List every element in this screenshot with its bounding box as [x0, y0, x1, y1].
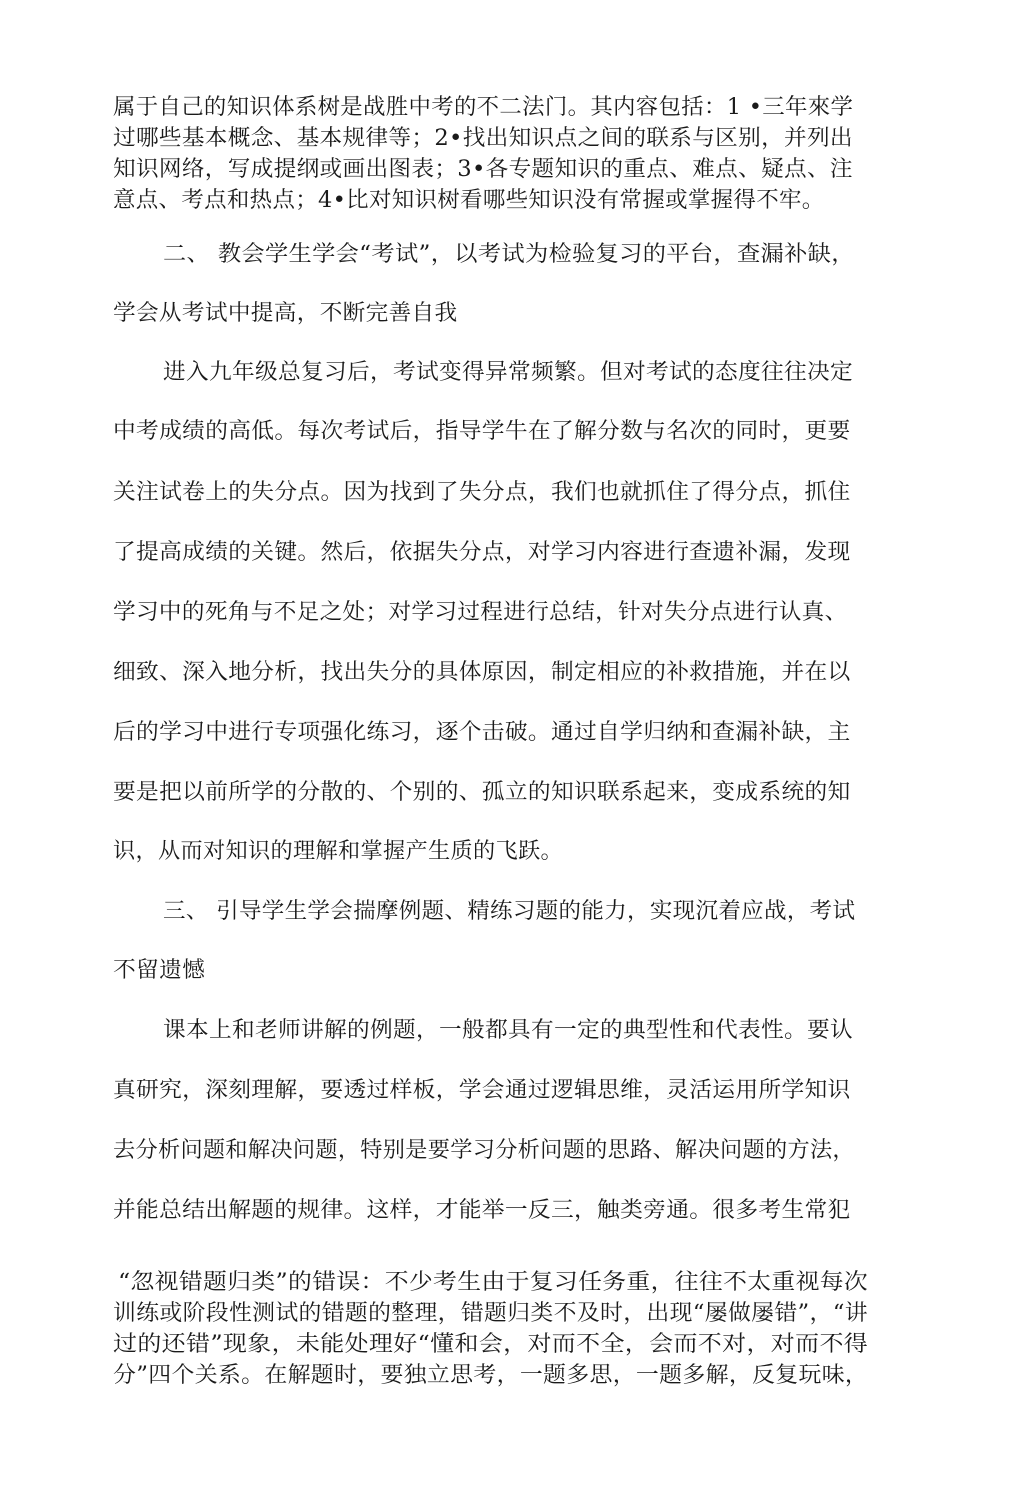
text-line: 要是把以前所学的分散的、个别的、孤立的知识联系起来，变成系统的知: [113, 780, 851, 805]
text-line: 后的学习中进行专项强化练习，逐个击破。通过自学归纳和查漏补缺，主: [113, 720, 851, 745]
text-line: 真研究，深刻理解，要透过样板，学会通过逻辑思维，灵活运用所学知识: [113, 1078, 851, 1103]
text-line: 过哪些基本概念、基本规律等；2•找出知识点之间的联系与区别，并列出: [113, 126, 853, 151]
text-line: 去分析问题和解决问题，特别是要学习分析问题的思路、解决问题的方法，: [113, 1138, 855, 1163]
text-line: “忽视错题归类”的错误：不少考生由于复习任务重，往往不太重视每次: [118, 1270, 869, 1295]
text-line: 学习中的死角与不足之处；对学习过程进行总结，针对失分点进行认真、: [113, 600, 848, 625]
text-line: 分”四个关系。在解题时，要独立思考，一题多思，一题多解，反复玩味，: [113, 1363, 869, 1388]
text-line: 进入九年级总复习后，考试变得异常频繁。但对考试的态度往往决定: [163, 360, 854, 385]
text-line: 属于自己的知识体系树是战胜中考的不二法门。其内容包括：1 •三年來学: [113, 95, 854, 120]
section-heading-line: 不留遗憾: [113, 958, 206, 983]
text-line: 并能总结出解题的规律。这样，才能举一反三，触类旁通。很多考生常犯: [113, 1198, 851, 1223]
text-line: 关注试卷上的失分点。因为找到了失分点，我们也就抓住了得分点，抓住: [113, 480, 851, 505]
text-line: 课本上和老师讲解的例题，一般都具有一定的典型性和代表性。要认: [163, 1018, 854, 1043]
text-line: 识，从而对知识的理解和掌握产生质的飞跃。: [113, 839, 564, 864]
text-line: 过的还错”现象，未能处理好“懂和会，对而不全，会而不对，对而不得: [113, 1332, 869, 1357]
text-line: 了提高成绩的关键。然后，依据失分点，对学习内容进行查遗补漏，发现: [113, 540, 851, 565]
text-line: 细致、深入地分析，找出失分的具体原因，制定相应的补救措施，并在以: [113, 660, 851, 685]
section-heading-line: 三、 引导学生学会揣摩例题、精练习题的能力，实现沉着应战，考试: [163, 899, 856, 924]
section-heading-line: 二、 教会学生学会“考试”，以考试为检验复习的平台，查漏补缺，: [163, 242, 855, 267]
text-line: 意点、考点和热点；4•比对知识树看哪些知识没有常握或掌握得不牢。: [113, 188, 825, 213]
section-heading-line: 学会从考试中提高，不断完善自我: [113, 301, 458, 326]
text-line: 知识网络，写成提纲或画出图表；3•各专题知识的重点、难点、疑点、注: [113, 157, 853, 182]
text-line: 中考成绩的高低。每次考试后，指导学牛在了解分数与名次的同时，更要: [113, 419, 851, 444]
text-line: 训练或阶段性测试的错题的整理，错题归类不及时，出现“屡做屡错”，“讲: [113, 1301, 868, 1326]
